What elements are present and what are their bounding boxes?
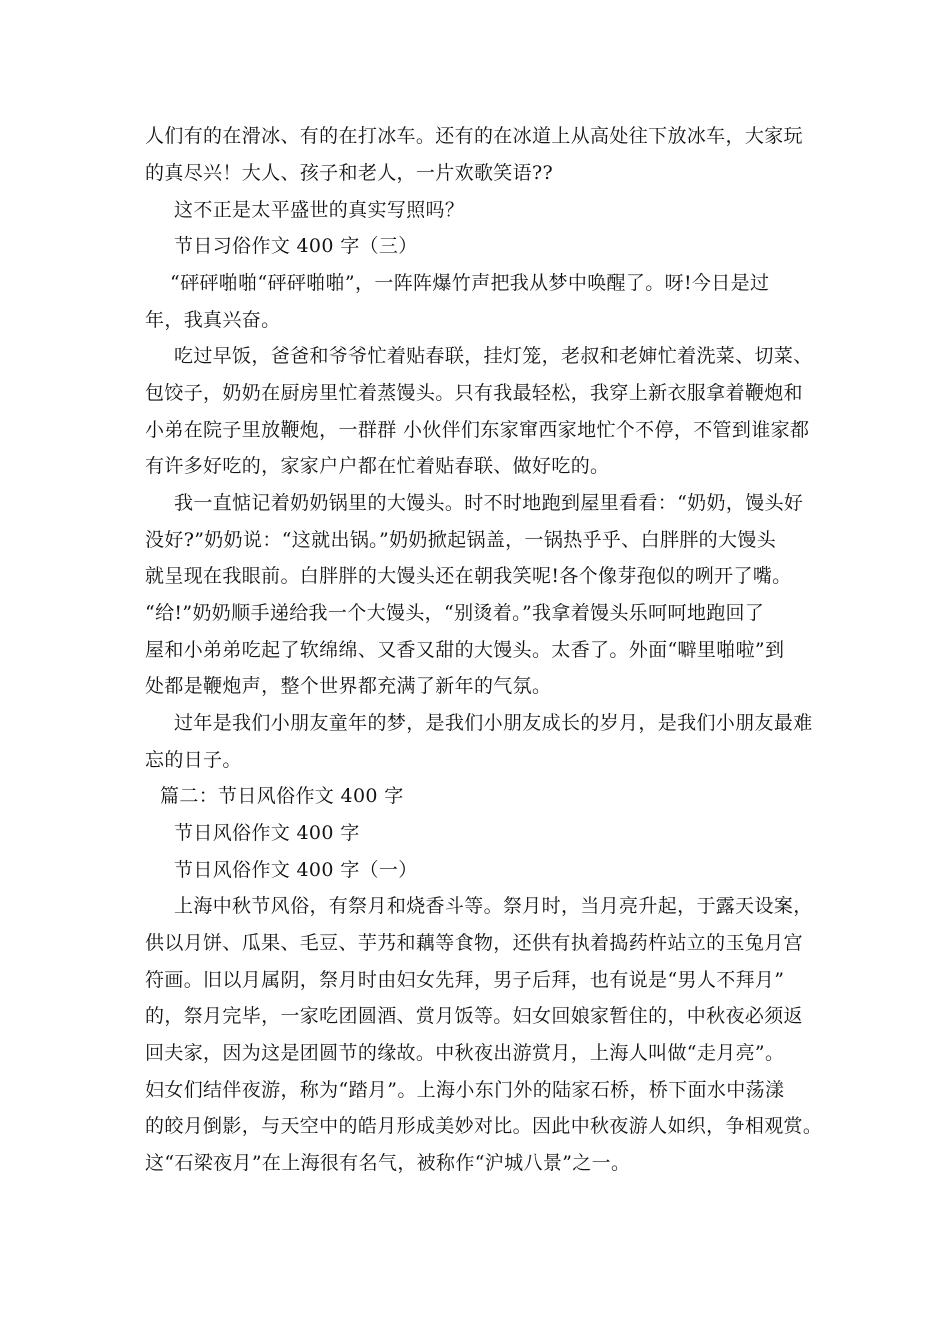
text-line: 屋和小弟弟吃起了软绵绵、又香又甜的大馒头。太香了。外面“噼里啪啦”到 [145,639,785,661]
text-line: 忘的日子。 [145,749,242,771]
text-line: 妇女们结伴夜游，称为“踏月”。上海小东门外的陆家石桥，桥下面水中荡漾 [145,1079,785,1101]
text-line: 上海中秋节风俗，有祭月和烧香斗等。祭月时，当月亮升起，于露天设案， [174,895,813,917]
text-line: 有许多好吃的，家家户户都在忙着贴春联、做好吃的。 [145,455,610,477]
section-heading: 节日风俗作文 400 字（一） [174,859,418,881]
text-line: 这“石梁夜月”在上海很有名气，被称作“沪城八景”之一。 [145,1152,631,1174]
text-line: 过年是我们小朋友童年的梦，是我们小朋友成长的岁月，是我们小朋友最难 [174,712,813,734]
section-heading: 节日习俗作文 400 字（三） [174,235,418,257]
text-line: 包饺子，奶奶在厨房里忙着蒸馒头。只有我最轻松，我穿上新衣服拿着鞭炮和 [145,382,803,404]
text-line: 小弟在院子里放鞭炮，一群群 小伙伴们东家窜西家地忙个不停，不管到谁家都 [145,419,810,441]
text-line: 的，祭月完毕，一家吃团圆酒、赏月饭等。妇女回娘家暂住的，中秋夜必须返 [145,1005,803,1027]
text-line: 年，我真兴奋。 [145,309,281,331]
section-heading: 节日风俗作文 400 字 [174,822,360,844]
text-line: 的皎月倒影，与天空中的皓月形成美妙对比。因此中秋夜游人如织，争相观赏。 [145,1115,823,1137]
text-line: 吃过早饭，爸爸和爷爷忙着贴春联，挂灯笼，老叔和老婶忙着洗菜、切菜、 [174,345,813,367]
text-line: 没好?”奶奶说：“这就出锅。”奶奶掀起锅盖，一锅热乎乎、白胖胖的大馒头 [145,529,777,551]
text-line: 处都是鞭炮声，整个世界都充满了新年的气氛。 [145,675,552,697]
text-line: 就呈现在我眼前。白胖胖的大馒头还在朝我笑呢!各个像芽孢似的咧开了嘴。 [145,565,792,587]
text-line: 符画。旧以月属阴，祭月时由妇女先拜，男子后拜，也有说是“男人不拜月” [145,969,785,991]
text-line: 人们有的在滑冰、有的在打冰车。还有的在冰道上从高处往下放冰车，大家玩 [145,125,803,147]
text-line: “砰砰啪啪“砰砰啪啪”，一阵阵爆竹声把我从梦中唤醒了。呀!今日是过 [170,272,770,294]
text-line: 供以月饼、瓜果、毛豆、芋艿和藕等食物，还供有执着捣药杵站立的玉兔月宫 [145,932,803,954]
text-line: 的真尽兴！大人、孩子和老人，一片欢歌笑语?? [145,162,554,184]
text-line: “给!”奶奶顺手递给我一个大馒头，“别烫着。”我拿着馒头乐呵呵地跑回了 [145,602,765,624]
section-heading: 篇二：节日风俗作文 400 字 [160,785,404,807]
text-line: 我一直惦记着奶奶锅里的大馒头。时不时地跑到屋里看看：“奶奶，馒头好 [174,492,804,514]
text-line: 这不正是太平盛世的真实写照吗？ [174,199,465,221]
text-line: 回夫家，因为这是团圆节的缘故。中秋夜出游赏月，上海人叫做“走月亮”。 [145,1042,785,1064]
